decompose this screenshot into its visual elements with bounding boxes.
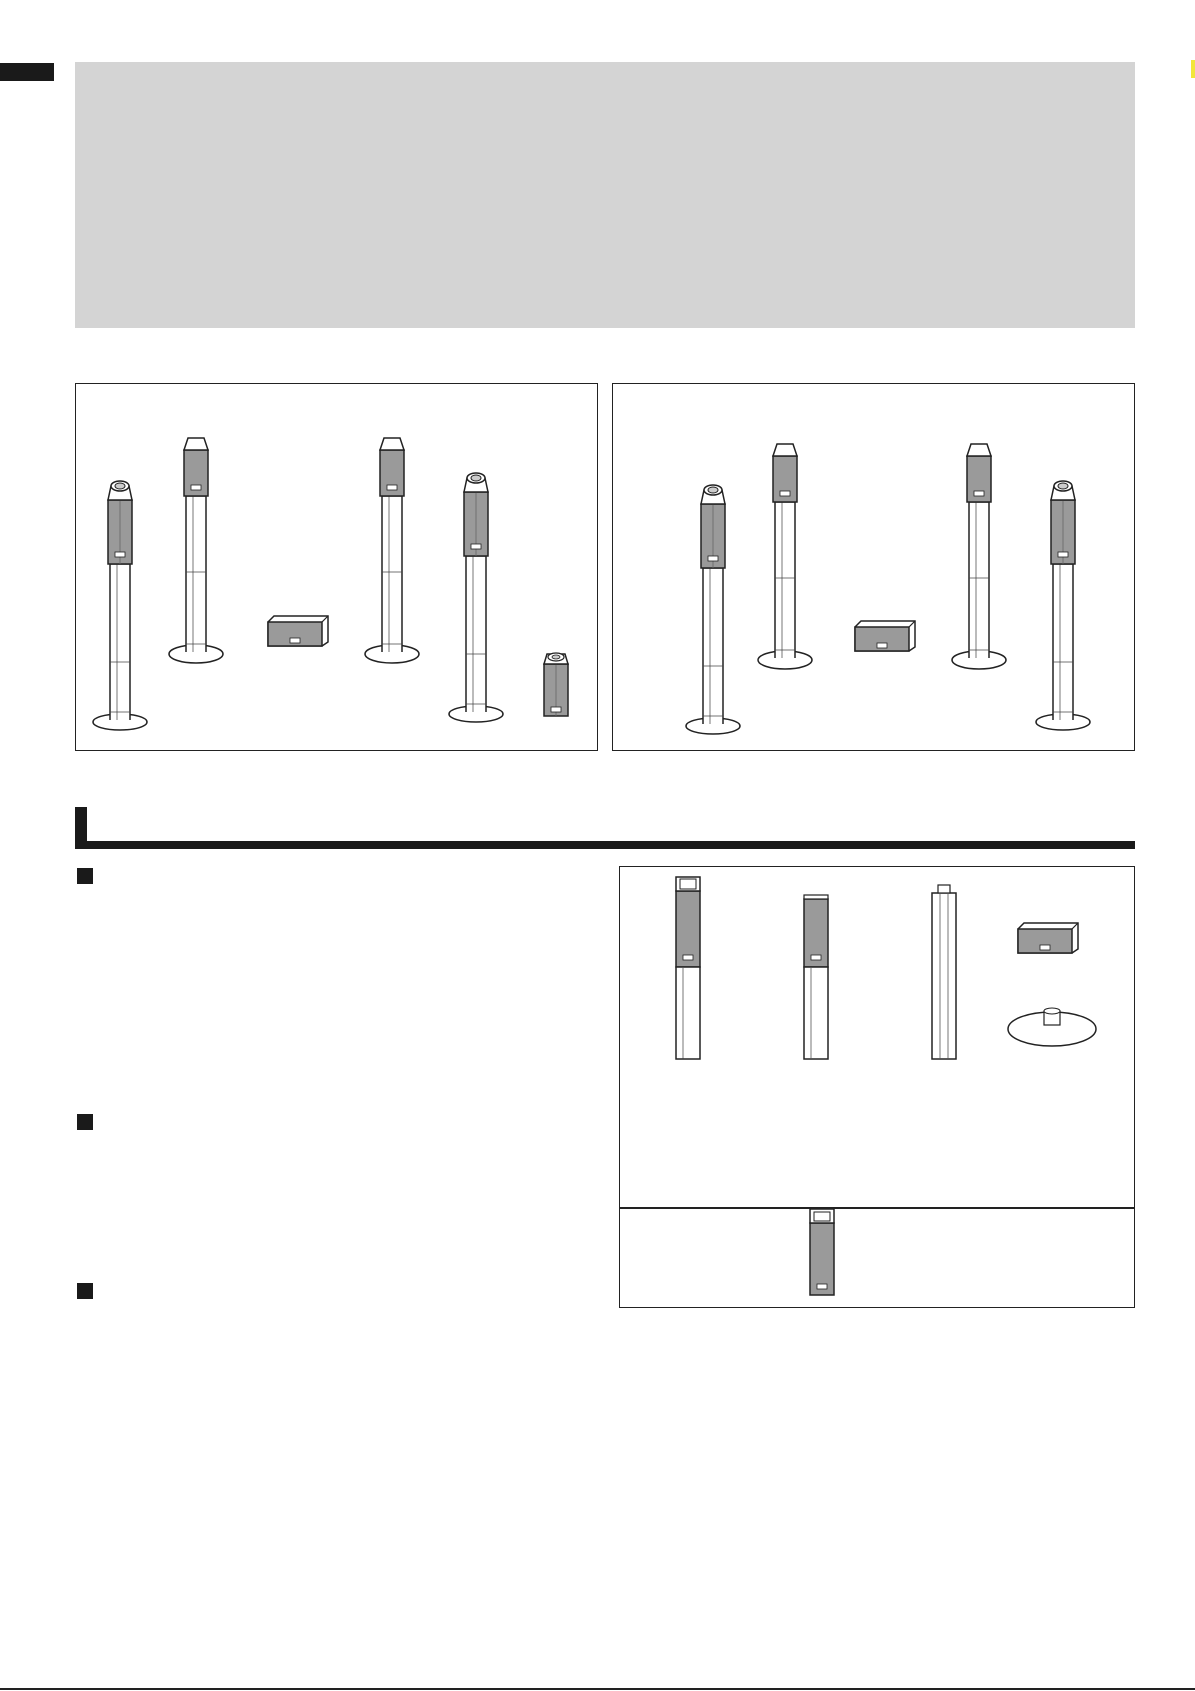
rear-right-tall-speaker [1036,481,1090,730]
rear-left-tall-speaker [686,485,740,734]
front-right-tall-speaker [449,473,503,722]
additional-speaker-part [810,1209,834,1295]
speaker-system-figure-left [75,383,598,751]
notice-box [75,62,1135,328]
section-heading-bar [75,807,1135,849]
language-tab [0,63,54,81]
small-satellite-speaker [544,653,568,716]
subsection-bullet-2 [77,1114,93,1130]
front-left-tall-speaker [93,481,147,730]
page-bottom-rule [0,1688,1195,1690]
page-edge-mark [1191,60,1195,78]
center-speaker [855,621,915,651]
parts-figure-divider [619,1207,1135,1209]
subsection-bullet-3 [77,1283,93,1299]
center-speaker [268,616,328,646]
center-speaker-part [1018,923,1078,953]
speaker-system-illustration-left [76,384,596,749]
speaker-top-unit-flat [804,895,828,1059]
rear-left-tower-speaker [758,444,812,669]
parts-illustration [620,867,1134,1307]
speaker-system-illustration-right [613,384,1133,749]
speaker-top-unit-dome [676,877,700,1059]
parts-figure [619,866,1135,1308]
speaker-system-figure-right [612,383,1135,751]
rear-right-tower-speaker [952,444,1006,669]
speaker-pole [932,885,956,1059]
front-left-tower-speaker [169,438,223,663]
subsection-bullet-1 [77,868,93,884]
speaker-base-stand [1008,1008,1096,1046]
front-right-tower-speaker [365,438,419,663]
